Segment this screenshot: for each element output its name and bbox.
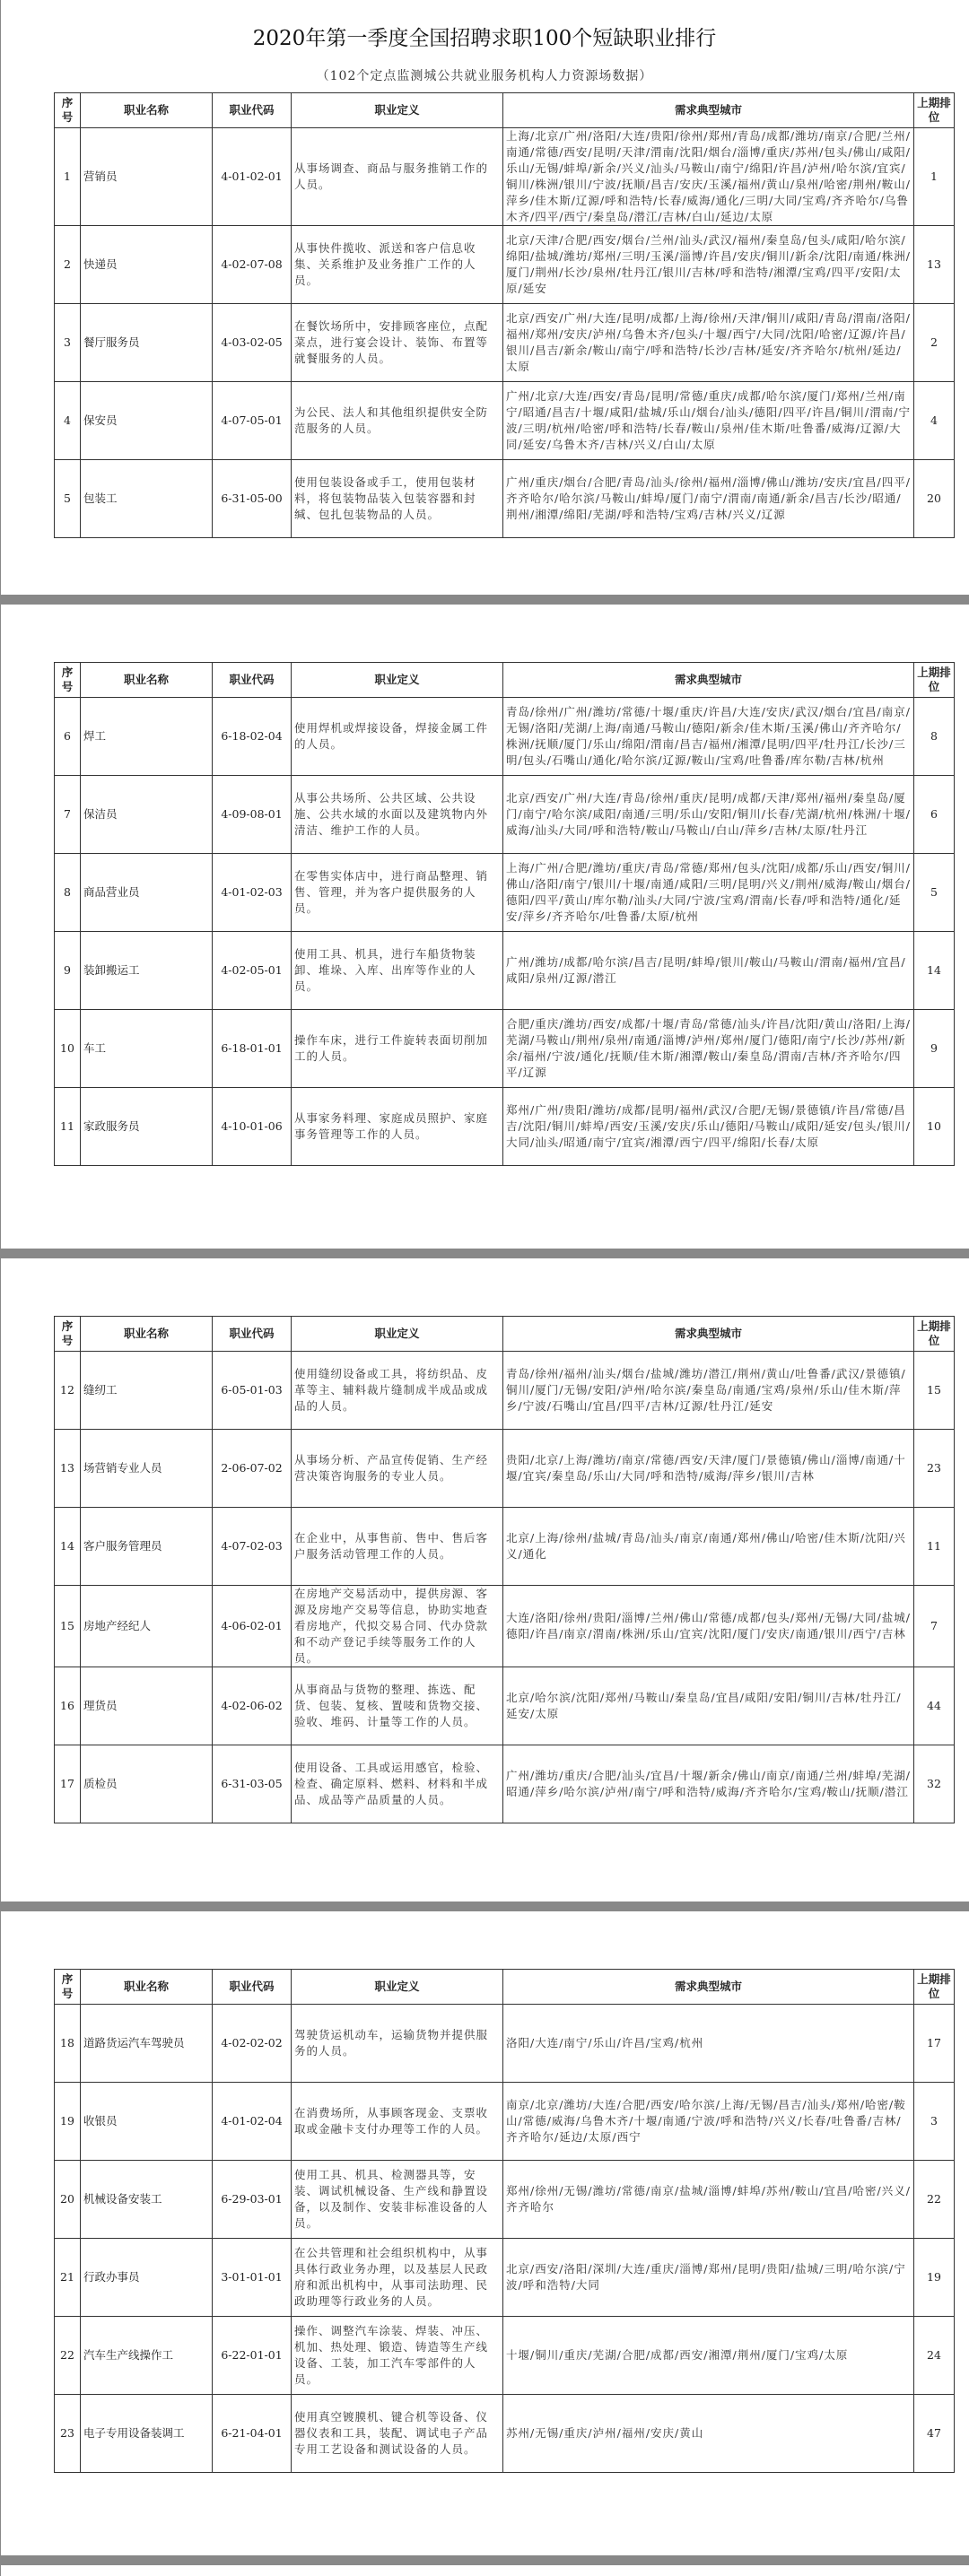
occupation-code: 4-09-08-01	[213, 776, 292, 854]
table-row	[55, 1508, 955, 1586]
previous-rank: 13	[914, 226, 955, 304]
occupation-definition: 从事商品与货物的整理、拣选、配货、包装、复核、置唛和货物交接、验收、堆码、计量等工作的人员。	[292, 1667, 503, 1745]
shortage-table-page-4	[54, 1969, 955, 2473]
occupation-name: 汽车生产线操作工	[81, 2317, 213, 2395]
header-seq: 序号	[55, 1317, 81, 1352]
occupation-code: 4-02-06-02	[213, 1667, 292, 1745]
occupation-name: 保安员	[81, 382, 213, 460]
demand-cities: 郑州/徐州/无锡/潍坊/常德/南京/盐城/淄博/蚌埠/苏州/鞍山/宜昌/哈密/兴义/齐齐哈尔	[503, 2161, 914, 2239]
occupation-code: 6-18-02-04	[213, 698, 292, 776]
row-seq: 17	[55, 1745, 81, 1823]
occupation-code: 2-06-07-02	[213, 1430, 292, 1508]
table-row	[55, 932, 955, 1010]
row-seq: 3	[55, 304, 81, 382]
occupation-code: 6-21-04-01	[213, 2395, 292, 2473]
header-name: 职业名称	[81, 1317, 213, 1352]
occupation-name: 餐厅服务员	[81, 304, 213, 382]
previous-rank: 3	[914, 2083, 955, 2161]
occupation-name: 客户服务管理员	[81, 1508, 213, 1586]
table-row	[55, 776, 955, 854]
row-seq: 5	[55, 460, 81, 538]
occupation-definition: 使用工具、机具，进行车船货物装卸、堆垛、入库、出库等作业的人员。	[292, 932, 503, 1010]
header-seq: 序号	[55, 663, 81, 698]
demand-cities: 北京/西安/洛阳/深圳/大连/重庆/淄博/郑州/昆明/贵阳/盐城/三明/哈尔滨/宁波/呼和浩特/大同	[503, 2239, 914, 2317]
previous-rank: 8	[914, 698, 955, 776]
shortage-table-page-2	[54, 662, 955, 1166]
header-cities: 需求典型城市	[503, 1317, 914, 1352]
table-row	[55, 2161, 955, 2239]
demand-cities: 北京/天津/合肥/西安/烟台/兰州/汕头/武汉/福州/秦皇岛/包头/咸阳/哈尔滨/绵阳/盐城/潍坊/郑州/三明/玉溪/淄博/许昌/安庆/铜川/新余/沈阳/南通/株洲/厦门/荆州/长沙/泉州/牡丹江/银川/吉林/呼和浩特/湘潭/宝鸡/四平/安阳/太原/延安	[503, 226, 914, 304]
demand-cities: 南京/北京/潍坊/大连/合肥/西安/哈尔滨/上海/无锡/昌吉/汕头/郑州/哈密/鞍山/常德/威海/乌鲁木齐/十堰/南通/宁波/呼和浩特/兴义/长春/吐鲁番/吉林/齐齐哈尔/延边/太原/西宁	[503, 2083, 914, 2161]
header-cities: 需求典型城市	[503, 93, 914, 128]
previous-rank: 15	[914, 1352, 955, 1430]
occupation-code: 3-01-01-01	[213, 2239, 292, 2317]
occupation-name: 商品营业员	[81, 854, 213, 932]
previous-rank: 6	[914, 776, 955, 854]
occupation-definition: 为公民、法人和其他组织提供安全防范服务的人员。	[292, 382, 503, 460]
previous-rank: 5	[914, 854, 955, 932]
demand-cities: 十堰/铜川/重庆/芜湖/合肥/成都/西安/湘潭/荆州/厦门/宝鸡/太原	[503, 2317, 914, 2395]
previous-rank: 47	[914, 2395, 955, 2473]
document-subtitle: （102个定点监测城公共就业服务机构人力资源场数据）	[316, 69, 653, 83]
occupation-name: 理货员	[81, 1667, 213, 1745]
table-row	[55, 2005, 955, 2083]
page-separator	[0, 595, 969, 605]
occupation-definition: 在房地产交易活动中，提供房源、客源及房地产交易等信息，协助实地查看房地产，代拟交易合同、代办贷款和不动产登记手续等服务工作的人员。	[292, 1586, 503, 1667]
header-prev-rank: 上期排位	[914, 663, 955, 698]
table-row	[55, 2395, 955, 2473]
previous-rank: 22	[914, 2161, 955, 2239]
occupation-definition: 使用焊机或焊接设备，焊接金属工件的人员。	[292, 698, 503, 776]
occupation-name: 焊工	[81, 698, 213, 776]
occupation-code: 6-22-01-01	[213, 2317, 292, 2395]
table-row	[55, 2239, 955, 2317]
table-row	[55, 1745, 955, 1823]
table-row	[55, 226, 955, 304]
demand-cities: 上海/北京/广州/洛阳/大连/贵阳/徐州/郑州/青岛/成都/潍坊/南京/合肥/兰州/南通/常德/西安/昆明/天津/渭南/沈阳/烟台/淄博/重庆/苏州/包头/佛山/咸阳/乐山/无锡/蚌埠/新余/兴义/汕头/马鞍山/南宁/绵阳/许昌/泸州/哈尔滨/宜宾/铜川/株洲/银川/宁波/抚顺/昌吉/安庆/玉溪/福州/黄山/泉州/哈密/荆州/鞍山/萍乡/佳木斯/辽源/呼和浩特/长春/威海/通化/三明/大同/宝鸡/齐齐哈尔/乌鲁木齐/四平/西宁/秦皇岛/潜江/吉林/白山/延边/太原	[503, 128, 914, 226]
occupation-name: 质检员	[81, 1745, 213, 1823]
row-seq: 22	[55, 2317, 81, 2395]
occupation-code: 4-07-05-01	[213, 382, 292, 460]
occupation-name: 装卸搬运工	[81, 932, 213, 1010]
row-seq: 2	[55, 226, 81, 304]
table-row	[55, 1586, 955, 1667]
previous-rank: 9	[914, 1010, 955, 1088]
table-row	[55, 1430, 955, 1508]
row-seq: 21	[55, 2239, 81, 2317]
occupation-definition: 使用工具、机具、检测器具等，安装、调试机械设备、生产线和静置设备，以及制作、安装非标准设备的人员。	[292, 2161, 503, 2239]
occupation-name: 机械设备安装工	[81, 2161, 213, 2239]
previous-rank: 14	[914, 932, 955, 1010]
occupation-definition: 在消费场所，从事顾客现金、支票收取或金融卡支付办理等工作的人员。	[292, 2083, 503, 2161]
demand-cities: 广州/潍坊/重庆/合肥/汕头/宜昌/十堰/新余/佛山/南京/南通/兰州/蚌埠/芜湖/昭通/萍乡/哈尔滨/泸州/南宁/呼和浩特/威海/齐齐哈尔/宝鸡/鞍山/抚顺/潜江	[503, 1745, 914, 1823]
demand-cities: 广州/北京/大连/西安/青岛/昆明/常德/重庆/成都/哈尔滨/厦门/郑州/兰州/南宁/昭通/昌吉/十堰/咸阳/盐城/乐山/烟台/汕头/德阳/四平/许昌/铜川/渭南/宁波/三明/杭州/哈密/呼和浩特/长春/鞍山/泉州/佳木斯/吐鲁番/威海/辽源/大同/延安/乌鲁木齐/吉林/兴义/白山/太原	[503, 382, 914, 460]
table-header-row	[55, 663, 955, 698]
demand-cities: 北京/哈尔滨/沈阳/郑州/马鞍山/秦皇岛/宜昌/咸阳/安阳/铜川/吉林/牡丹江/延安/太原	[503, 1667, 914, 1745]
shortage-table-page-3	[54, 1316, 955, 1823]
header-prev-rank: 上期排位	[914, 1317, 955, 1352]
occupation-name: 道路货运汽车驾驶员	[81, 2005, 213, 2083]
occupation-definition: 操作车床，进行工件旋转表面切削加工的人员。	[292, 1010, 503, 1088]
table-row	[55, 2083, 955, 2161]
occupation-name: 包装工	[81, 460, 213, 538]
header-code: 职业代码	[213, 663, 292, 698]
table-row	[55, 460, 955, 538]
occupation-definition: 操作、调整汽车涂装、焊装、冲压、机加、热处理、锻造、铸造等生产线设备、工装，加工汽车零部件的人员。	[292, 2317, 503, 2395]
page-separator	[0, 1249, 969, 1258]
previous-rank: 20	[914, 460, 955, 538]
row-seq: 19	[55, 2083, 81, 2161]
occupation-code: 4-02-07-08	[213, 226, 292, 304]
table-row	[55, 2317, 955, 2395]
occupation-definition: 从事家务料理、家庭成员照护、家庭事务管理等工作的人员。	[292, 1088, 503, 1166]
previous-rank: 32	[914, 1745, 955, 1823]
header-name: 职业名称	[81, 1970, 213, 2005]
table-row	[55, 128, 955, 226]
demand-cities: 广州/重庆/烟台/合肥/青岛/汕头/徐州/福州/淄博/佛山/潍坊/安庆/宜昌/四平/齐齐哈尔/哈尔滨/马鞍山/蚌埠/厦门/南宁/渭南/南通/新余/昌吉/长沙/昭通/荆州/湘潭/绵阳/芜湖/呼和浩特/宝鸡/吉林/兴义/辽源	[503, 460, 914, 538]
header-code: 职业代码	[213, 1970, 292, 2005]
table-row	[55, 1010, 955, 1088]
document-title: 2020年第一季度全国招聘求职100个短缺职业排行	[252, 27, 717, 50]
previous-rank: 44	[914, 1667, 955, 1745]
occupation-name: 保洁员	[81, 776, 213, 854]
demand-cities: 苏州/无锡/重庆/泸州/福州/安庆/黄山	[503, 2395, 914, 2473]
previous-rank: 1	[914, 128, 955, 226]
demand-cities: 郑州/广州/贵阳/潍坊/成都/昆明/福州/武汉/合肥/无锡/景德镇/许昌/常德/昌吉/沈阳/铜川/蚌埠/西安/玉溪/安庆/乐山/德阳/马鞍山/咸阳/延安/包头/银川/大同/汕头/昭通/南宁/宜宾/湘潭/西宁/四平/绵阳/长春/太原	[503, 1088, 914, 1166]
occupation-name: 电子专用设备装调工	[81, 2395, 213, 2473]
occupation-name: 场营销专业人员	[81, 1430, 213, 1508]
occupation-definition: 使用缝纫设备或工具，将纺织品、皮革等主、辅料裁片缝制成半成品或成品的人员。	[292, 1352, 503, 1430]
occupation-code: 6-29-03-01	[213, 2161, 292, 2239]
row-seq: 9	[55, 932, 81, 1010]
occupation-definition: 从事快件揽收、派送和客户信息收集、关系维护及业务推广工作的人员。	[292, 226, 503, 304]
table-row	[55, 1667, 955, 1745]
occupation-name: 行政办事员	[81, 2239, 213, 2317]
occupation-definition: 在企业中，从事售前、售中、售后客户服务活动管理工作的人员。	[292, 1508, 503, 1586]
occupation-definition: 在餐饮场所中，安排顾客座位，点配菜点，进行宴会设计、装饰、布置等就餐服务的人员。	[292, 304, 503, 382]
row-seq: 13	[55, 1430, 81, 1508]
occupation-definition: 驾驶货运机动车，运输货物并提供服务的人员。	[292, 2005, 503, 2083]
demand-cities: 北京/上海/徐州/盐城/青岛/汕头/南京/南通/郑州/佛山/哈密/佳木斯/沈阳/兴义/通化	[503, 1508, 914, 1586]
header-cities: 需求典型城市	[503, 663, 914, 698]
occupation-definition: 从事场调查、商品与服务推销工作的人员。	[292, 128, 503, 226]
occupation-code: 4-01-02-03	[213, 854, 292, 932]
demand-cities: 大连/洛阳/徐州/贵阳/淄博/兰州/佛山/常德/成都/包头/郑州/无锡/大同/盐城/德阳/许昌/南京/渭南/株洲/乐山/宜宾/沈阳/厦门/安庆/南通/银川/西宁/吉林	[503, 1586, 914, 1667]
header-definition: 职业定义	[292, 663, 503, 698]
occupation-definition: 从事公共场所、公共区域、公共设施、公共水域的水面以及建筑物内外清洁、维护工作的人员。	[292, 776, 503, 854]
table-row	[55, 1088, 955, 1166]
demand-cities: 上海/广州/合肥/潍坊/重庆/青岛/常德/郑州/包头/沈阳/成都/乐山/西安/铜川/佛山/洛阳/南宁/银川/十堰/南通/咸阳/三明/昆明/兴义/荆州/威海/鞍山/烟台/德阳/四平/黄山/库尔勒/汕头/大同/宁波/宝鸡/渭南/长春/呼和浩特/通化/延安/萍乡/齐齐哈尔/吐鲁番/太原/杭州	[503, 854, 914, 932]
occupation-name: 车工	[81, 1010, 213, 1088]
header-seq: 序号	[55, 93, 81, 128]
previous-rank: 23	[914, 1430, 955, 1508]
occupation-name: 缝纫工	[81, 1352, 213, 1430]
previous-rank: 4	[914, 382, 955, 460]
previous-rank: 17	[914, 2005, 955, 2083]
page-separator	[0, 1902, 969, 1911]
table-header-row	[55, 1317, 955, 1352]
shortage-table-page-1	[54, 92, 955, 538]
page-left-edge	[0, 0, 1, 2576]
header-code: 职业代码	[213, 93, 292, 128]
occupation-name: 房地产经纪人	[81, 1586, 213, 1667]
table-header-row	[55, 93, 955, 128]
occupation-definition: 使用设备、工具或运用感官，检验、检查、确定原料、燃料、材料和半成品、成品等产品质量的人员。	[292, 1745, 503, 1823]
header-cities: 需求典型城市	[503, 1970, 914, 2005]
demand-cities: 合肥/重庆/潍坊/西安/成都/十堰/青岛/常德/汕头/许昌/沈阳/黄山/洛阳/上海/芜湖/马鞍山/荆州/泉州/南通/淄博/泸州/郑州/厦门/德阳/南宁/长沙/苏州/新余/福州/宁波/通化/抚顺/佳木斯/湘潭/鞍山/秦皇岛/渭南/吉林/齐齐哈尔/四平/辽源	[503, 1010, 914, 1088]
header-seq: 序号	[55, 1970, 81, 2005]
row-seq: 15	[55, 1586, 81, 1667]
occupation-definition: 使用包装设备或手工，使用包装材料，将包装物品装入包装容器和封缄、包扎包装物品的人员。	[292, 460, 503, 538]
occupation-name: 家政服务员	[81, 1088, 213, 1166]
occupation-code: 4-07-02-03	[213, 1508, 292, 1586]
header-definition: 职业定义	[292, 1317, 503, 1352]
row-seq: 23	[55, 2395, 81, 2473]
occupation-code: 6-31-03-05	[213, 1745, 292, 1823]
page-separator	[0, 2555, 969, 2565]
table-row	[55, 698, 955, 776]
header-name: 职业名称	[81, 93, 213, 128]
occupation-code: 6-05-01-03	[213, 1352, 292, 1430]
row-seq: 14	[55, 1508, 81, 1586]
row-seq: 10	[55, 1010, 81, 1088]
row-seq: 7	[55, 776, 81, 854]
demand-cities: 青岛/徐州/广州/潍坊/常德/十堰/重庆/许昌/大连/安庆/武汉/烟台/宜昌/南京/无锡/洛阳/芜湖/上海/南通/马鞍山/德阳/新余/佳木斯/玉溪/佛山/齐齐哈尔/株洲/抚顺/厦门/乐山/绵阳/渭南/昌吉/福州/湘潭/昆明/四平/牡丹江/长沙/三明/包头/石嘴山/通化/哈尔滨/辽源/鞍山/宝鸡/吐鲁番/库尔勒/吉林/杭州	[503, 698, 914, 776]
header-prev-rank: 上期排位	[914, 93, 955, 128]
header-definition: 职业定义	[292, 1970, 503, 2005]
occupation-name: 快递员	[81, 226, 213, 304]
table-row	[55, 1352, 955, 1430]
row-seq: 16	[55, 1667, 81, 1745]
header-definition: 职业定义	[292, 93, 503, 128]
demand-cities: 洛阳/大连/南宁/乐山/许昌/宝鸡/杭州	[503, 2005, 914, 2083]
row-seq: 1	[55, 128, 81, 226]
occupation-definition: 在零售实体店中，进行商品整理、销售、管理，并为客户提供服务的人员。	[292, 854, 503, 932]
occupation-code: 4-01-02-01	[213, 128, 292, 226]
header-code: 职业代码	[213, 1317, 292, 1352]
previous-rank: 7	[914, 1586, 955, 1667]
table-header-row	[55, 1970, 955, 2005]
occupation-definition: 在公共管理和社会组织机构中，从事具体行政业务办理，以及基层人民政府和派出机构中，从事司法助理、民政助理等行政业务的人员。	[292, 2239, 503, 2317]
occupation-code: 6-18-01-01	[213, 1010, 292, 1088]
occupation-code: 4-02-05-01	[213, 932, 292, 1010]
occupation-code: 4-02-02-02	[213, 2005, 292, 2083]
row-seq: 4	[55, 382, 81, 460]
occupation-code: 4-10-01-06	[213, 1088, 292, 1166]
occupation-definition: 使用真空镀膜机、键合机等设备、仪器仪表和工具，装配、调试电子产品专用工艺设备和测试设备的人员。	[292, 2395, 503, 2473]
demand-cities: 青岛/徐州/福州/汕头/烟台/盐城/潍坊/潜江/荆州/黄山/吐鲁番/武汉/景德镇/铜川/厦门/无锡/安阳/泸州/哈尔滨/秦皇岛/南通/宝鸡/泉州/乐山/佳木斯/萍乡/宁波/石嘴山/宜昌/四平/吉林/辽源/牡丹江/延安	[503, 1352, 914, 1430]
table-row	[55, 304, 955, 382]
row-seq: 12	[55, 1352, 81, 1430]
row-seq: 8	[55, 854, 81, 932]
header-prev-rank: 上期排位	[914, 1970, 955, 2005]
previous-rank: 19	[914, 2239, 955, 2317]
previous-rank: 10	[914, 1088, 955, 1166]
occupation-code: 4-03-02-05	[213, 304, 292, 382]
occupation-definition: 从事场分析、产品宣传促销、生产经营决策咨询服务的专业人员。	[292, 1430, 503, 1508]
demand-cities: 广州/潍坊/成都/哈尔滨/昌吉/昆明/蚌埠/银川/鞍山/马鞍山/渭南/福州/宜昌/咸阳/泉州/辽源/潜江	[503, 932, 914, 1010]
table-row	[55, 854, 955, 932]
occupation-code: 6-31-05-00	[213, 460, 292, 538]
previous-rank: 11	[914, 1508, 955, 1586]
row-seq: 6	[55, 698, 81, 776]
demand-cities: 北京/西安/广州/大连/青岛/徐州/重庆/昆明/成都/天津/郑州/福州/秦皇岛/厦门/南宁/哈尔滨/咸阳/南通/三明/乐山/安阳/铜川/长春/芜湖/杭州/株洲/十堰/威海/汕头/大同/呼和浩特/鞍山/马鞍山/白山/萍乡/吉林/太原/牡丹江	[503, 776, 914, 854]
demand-cities: 贵阳/北京/上海/潍坊/南京/常德/西安/天津/厦门/景德镇/佛山/淄博/南通/十堰/宜宾/秦皇岛/乐山/大同/呼和浩特/威海/萍乡/银川/吉林	[503, 1430, 914, 1508]
row-seq: 20	[55, 2161, 81, 2239]
table-row	[55, 382, 955, 460]
row-seq: 18	[55, 2005, 81, 2083]
occupation-name: 营销员	[81, 128, 213, 226]
demand-cities: 北京/西安/广州/大连/昆明/成都/上海/徐州/天津/铜川/咸阳/青岛/渭南/洛阳/福州/郑州/安庆/泸州/乌鲁木齐/包头/十堰/西宁/大同/沈阳/哈密/辽源/许昌/银川/昌吉/新余/鞍山/南宁/呼和浩特/长沙/吉林/延安/齐齐哈尔/杭州/延边/太原	[503, 304, 914, 382]
occupation-code: 4-06-02-01	[213, 1586, 292, 1667]
previous-rank: 2	[914, 304, 955, 382]
occupation-code: 4-01-02-04	[213, 2083, 292, 2161]
occupation-name: 收银员	[81, 2083, 213, 2161]
row-seq: 11	[55, 1088, 81, 1166]
header-name: 职业名称	[81, 663, 213, 698]
previous-rank: 24	[914, 2317, 955, 2395]
